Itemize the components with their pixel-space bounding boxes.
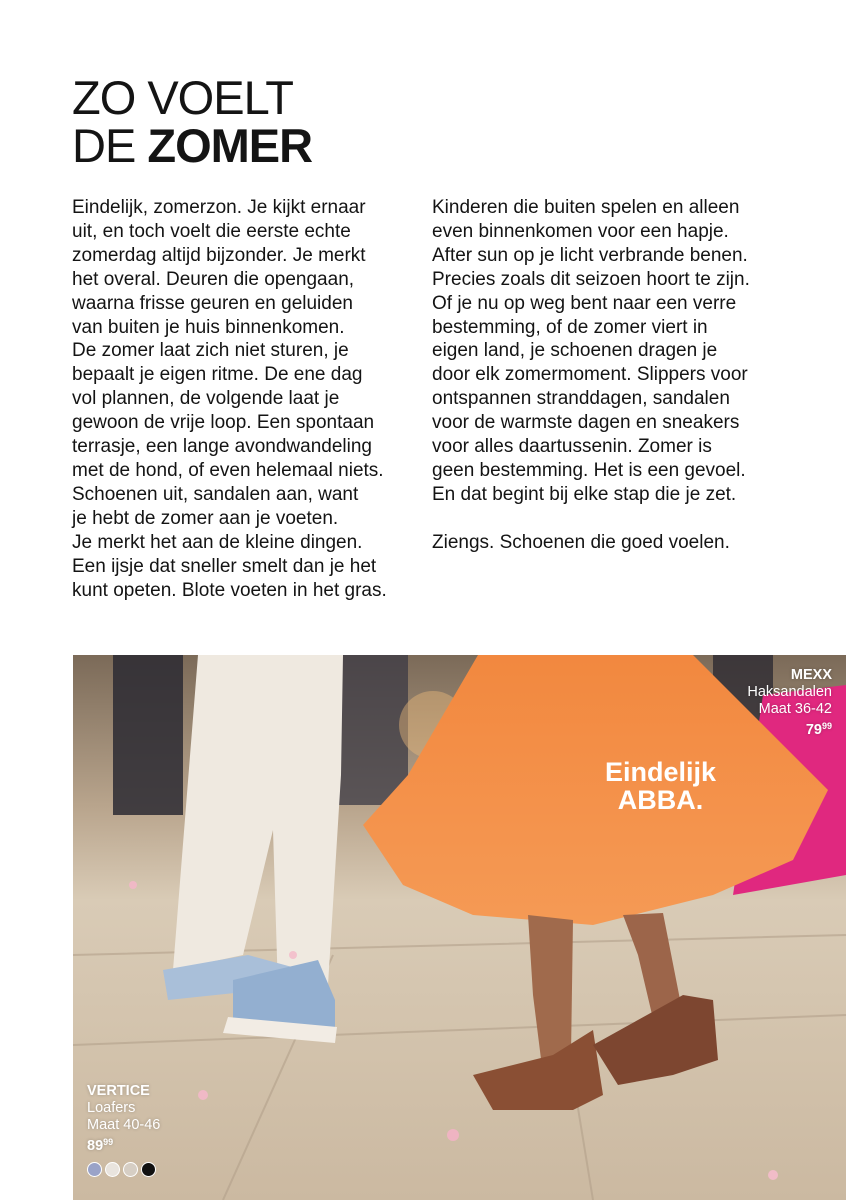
headline-line-2-regular: DE (72, 119, 148, 172)
body-text-right: Kinderen die buiten spelen en alleen even binnenkomen voor een hapje. After sun op je licht verbrande benen. Precies zoals dit seizoen hoort te zijn. Of je nu op weg bent naar een verre bestemming, of de zomer viert in eigen land, je schoenen dragen je door elk zomermoment. Slippers voor ontspannen stranddagen, sandalen voor de warmste dagen en sneakers voor alles daartussenin. Zomer is geen bestemming. Het is een gevoel. En dat begint bij elke stap die je zet. (432, 197, 750, 505)
product-type: Haksandalen (747, 684, 832, 700)
slogan-line-2: ABBA. (617, 785, 704, 815)
slogan-line-1: Eindelijk (605, 757, 717, 787)
color-swatch-lilac[interactable] (87, 1162, 102, 1177)
color-swatches (87, 1162, 156, 1177)
price-cents: 99 (103, 1137, 114, 1147)
body-text-left: Eindelijk, zomerzon. Je kijkt ernaar uit, en toch voelt die eerste echte zomerdag altijd bijzonder. Je merkt het overal. Deuren die opengaan, waarna frisse geuren en geluiden van buiten je huis binnenkomen. De zomer laat zich niet sturen, je bepaalt je eigen ritme. De ene dag vol plannen, de volgende laat je gewoon de vrije loop. Een spontaan terrasje, een lange avondwandeling met de hond, of even helemaal niets. Schoenen uit, sandalen aan, want je hebt de zomer aan je voeten. Je merkt het aan de kleine dingen. Een ijsje dat sneller smelt dan je het kunt opeten. Blote voeten in het gras. (72, 197, 387, 601)
product-caption-mexx (747, 667, 832, 739)
product-price (747, 718, 832, 739)
photo-illustration (73, 655, 846, 1200)
closing-line: Ziengs. Schoenen die goed voelen. (432, 531, 730, 553)
headline (72, 71, 313, 172)
product-size: Maat 36-42 (758, 701, 832, 717)
price-main: 79 (805, 722, 822, 738)
product-price (87, 1134, 160, 1155)
price-cents: 99 (821, 721, 832, 731)
price-main: 89 (87, 1138, 104, 1154)
product-brand: VERTICE (87, 1083, 150, 1099)
product-brand: MEXX (790, 667, 832, 683)
color-swatch-beige[interactable] (123, 1162, 138, 1177)
product-caption-vertice (87, 1083, 160, 1155)
product-size: Maat 40-46 (87, 1117, 161, 1133)
headline-line-2-bold: ZOMER (147, 119, 313, 172)
product-type: Loafers (87, 1100, 136, 1116)
headline-line-1: ZO VOELT (72, 71, 293, 124)
color-swatch-black[interactable] (141, 1162, 156, 1177)
color-swatch-cream[interactable] (105, 1162, 120, 1177)
body-column-left (72, 196, 422, 602)
slogan (605, 758, 716, 814)
summer-photo (73, 655, 846, 1200)
body-column-right (432, 196, 792, 555)
